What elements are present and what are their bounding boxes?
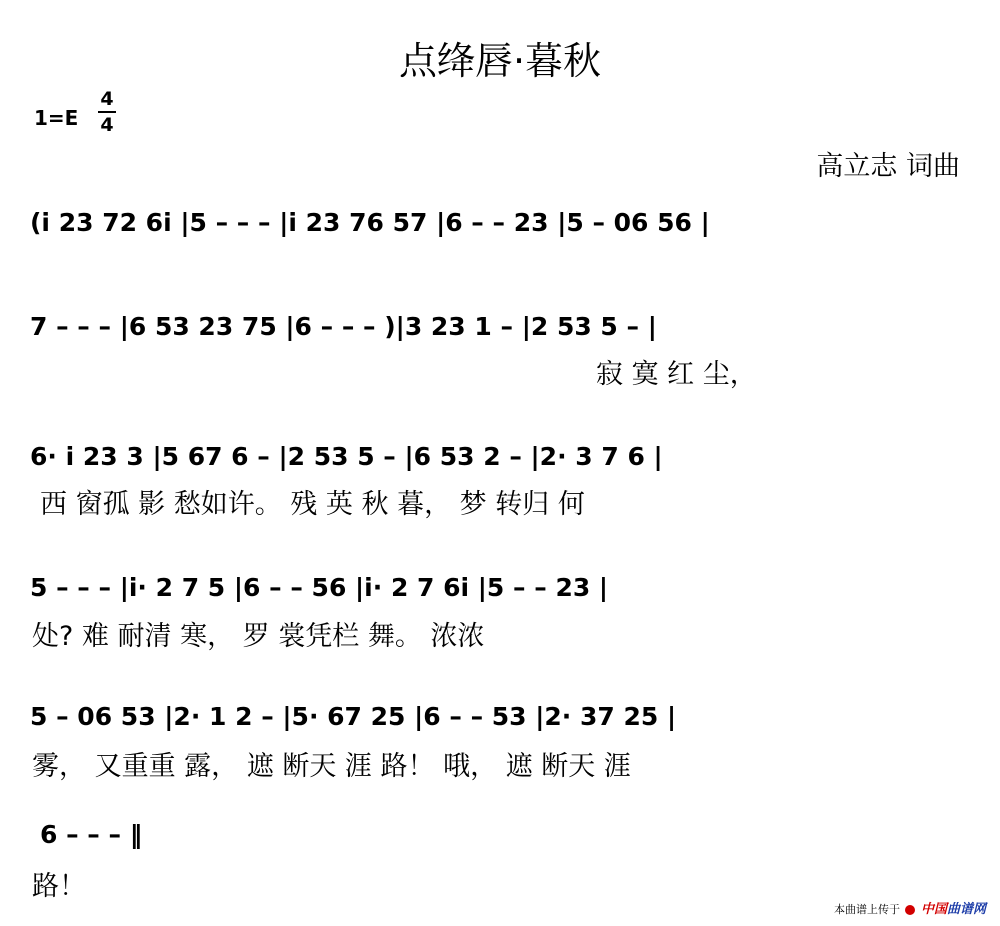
score-line-4-lyrics: 处? 难 耐清 寒， 罗 裳凭栏 舞。 浓浓 bbox=[32, 621, 485, 652]
score-line-6-lyrics: 路！ bbox=[32, 871, 86, 902]
time-signature-bottom: 4 bbox=[100, 114, 114, 136]
score-line-6-music: 6 – – – ‖ bbox=[40, 820, 143, 849]
credit-prefix: 本曲谱上传于 bbox=[833, 903, 900, 916]
credit-site-red: 中国 bbox=[920, 902, 947, 917]
composer-credit: 高立志 词曲 bbox=[816, 151, 960, 182]
site-logo-icon bbox=[905, 905, 915, 915]
score-line-2-music: 7 – – – |6 53 23 75 |6 – – – )|3 23 1 – |2 53 5 – | bbox=[30, 312, 657, 341]
score-line-2-lyrics: 寂 寞 红 尘， bbox=[596, 359, 757, 390]
score-line-3-lyrics: 西 窗孤 影 愁如许。 残 英 秋 暮， 梦 转归 何 bbox=[40, 489, 585, 520]
page-title: 点绛唇·暮秋 bbox=[398, 39, 602, 83]
score-line-3-music: 6· i 23 3 |5 67 6 – |2 53 5 – |6 53 2 – |2· 3 7 6 | bbox=[30, 442, 663, 471]
score-line-5-music: 5 – 06 53 |2· 1 2 – |5· 67 25 |6 – – 53 |2· 37 25 | bbox=[30, 702, 677, 731]
score-line-5-lyrics: 雾， 又重重 露， 遮 断天 涯 路！ 哦， 遮 断天 涯 bbox=[32, 751, 631, 782]
upload-credit bbox=[834, 898, 986, 917]
key-signature: 1=E bbox=[34, 106, 79, 130]
credit-site-blue: 曲谱网 bbox=[946, 902, 986, 917]
score-line-4-music: 5 – – – |i· 2 7 5 |6 – – 56 |i· 2 7 6i |5 – – 23 | bbox=[30, 573, 609, 602]
time-signature-top: 4 bbox=[100, 88, 114, 110]
time-signature-divider bbox=[98, 111, 116, 113]
score-line-1-music: (i 23 72 6i |5 – – – |i 23 76 57 |6 – – 23 |5 – 06 56 | bbox=[30, 208, 710, 237]
